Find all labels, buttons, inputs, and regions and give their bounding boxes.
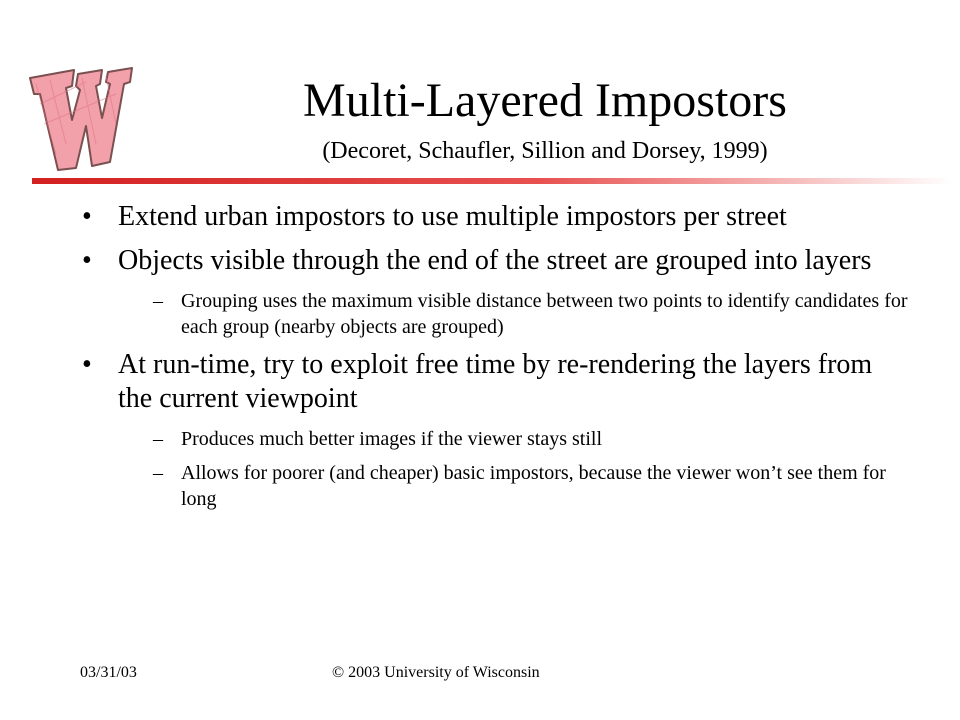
title-block xyxy=(150,72,940,166)
footer-copyright: © 2003 University of Wisconsin xyxy=(332,664,540,681)
bullet-text: Objects visible through the end of the street are grouped into layers xyxy=(118,245,872,276)
sub-bullet-item xyxy=(153,460,912,512)
bullet-marker: • xyxy=(82,349,92,380)
sub-bullet-text: Allows for poorer (and cheaper) basic impostors, because the viewer won’t see them for long xyxy=(181,462,886,510)
university-w-logo-icon xyxy=(26,64,136,172)
sub-bullet-marker: – xyxy=(153,290,163,312)
sub-bullet-marker: – xyxy=(153,428,163,450)
bullet-text: At run-time, try to exploit free time by re-rendering the layers from the current viewpoint xyxy=(118,349,873,414)
bullet-item xyxy=(82,200,912,234)
bullet-item xyxy=(82,348,912,416)
bullet-marker: • xyxy=(82,245,92,276)
slide-content xyxy=(82,200,912,520)
bullet-item xyxy=(82,244,912,278)
footer-date: 03/31/03 xyxy=(80,664,137,681)
slide-title: Multi-Layered Impostors xyxy=(303,74,787,127)
sub-bullet-item xyxy=(153,288,912,340)
sub-bullet-text: Produces much better images if the viewer stays still xyxy=(181,428,603,450)
title-divider xyxy=(32,178,952,184)
sub-bullet-text: Grouping uses the maximum visible distance between two points to identify candidates for each group (nearby objects are grouped) xyxy=(181,290,908,338)
bullet-text: Extend urban impostors to use multiple impostors per street xyxy=(118,201,787,232)
sub-bullet-item xyxy=(153,426,912,452)
slide-subtitle: (Decoret, Schaufler, Sillion and Dorsey, 1999) xyxy=(322,138,768,164)
sub-bullet-marker: – xyxy=(153,462,163,484)
bullet-marker: • xyxy=(82,201,92,232)
